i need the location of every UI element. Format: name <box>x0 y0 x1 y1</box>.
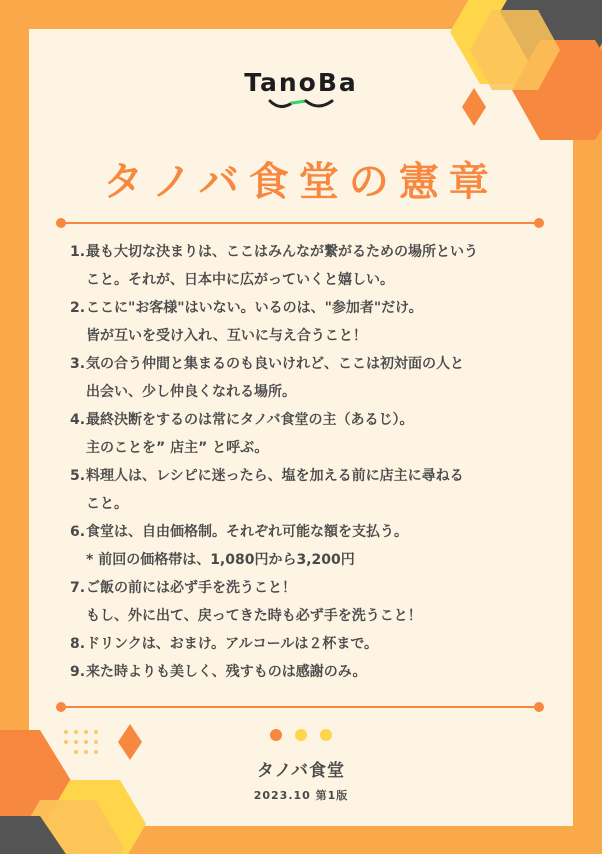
charter-rule <box>70 294 540 350</box>
rule-text-line: 最終決断をするのは常にタノバ食堂の主（あるじ）。 <box>86 412 414 428</box>
footer-version: 2023.10 第1版 <box>253 789 349 802</box>
charter-rule <box>70 350 540 406</box>
rule-text-line: こと。それが、日本中に広がっていくと嬉しい。 <box>86 272 394 288</box>
dot-yellow <box>295 729 307 741</box>
logo-text: TanoBa <box>244 68 358 97</box>
rule-number: 7. <box>70 580 86 596</box>
rule-number: 2. <box>70 300 86 316</box>
charter-rule <box>70 574 540 630</box>
rule-text-line: 料理人は、レシピに迷ったら、塩を加える前に店主に尋ねる <box>86 468 464 484</box>
charter-rule <box>70 658 540 686</box>
charter-rule <box>70 462 540 518</box>
rule-text-line: もし、外に出て、戻ってきた時も必ず手を洗うこと！ <box>86 608 422 624</box>
charter-rules-list <box>70 238 540 686</box>
charter-rule <box>70 630 540 658</box>
rule-text-line: 主のことを” 店主” と呼ぶ。 <box>86 440 269 456</box>
dot-orange <box>270 729 282 741</box>
rule-number: 5. <box>70 468 86 484</box>
rule-text-line: 最も大切な決まりは、ここはみんなが繋がるための場所という <box>86 244 478 260</box>
rule-number: 1. <box>70 244 86 260</box>
rule-text-line: * 前回の価格帯は、1,080円から3,200円 <box>86 552 355 568</box>
rule-number: 9. <box>70 664 86 680</box>
rule-text-line: 出会い、少し仲良くなれる場所。 <box>86 384 296 400</box>
rule-text-line: 食堂は、自由価格制。それぞれ可能な額を支払う。 <box>86 524 408 540</box>
rule-number: 8. <box>70 636 86 652</box>
divider-bottom <box>60 706 540 708</box>
rule-number: 3. <box>70 356 86 372</box>
charter-rule <box>70 518 540 574</box>
rule-text-line: こと。 <box>86 496 128 512</box>
rule-number: 4. <box>70 412 86 428</box>
footer-name: タノバ食堂 <box>256 761 346 781</box>
smile-wave-icon <box>266 97 336 111</box>
dot-yellow <box>320 729 332 741</box>
rule-text-line: ドリンクは、おまけ。アルコールは２杯まで。 <box>86 636 379 652</box>
rule-text-line: 来た時よりも美しく、残すものは感謝のみ。 <box>86 664 367 680</box>
page-title: タノバ食堂の憲章 <box>103 159 499 205</box>
tanoba-logo <box>0 68 602 111</box>
decorative-dots <box>0 726 602 745</box>
charter-rule <box>70 406 540 462</box>
rule-text-line: 気の合う仲間と集まるのも良いけれど、ここは初対面の人と <box>86 356 464 372</box>
rule-text-line: ご飯の前には必ず手を洗うこと！ <box>86 580 296 596</box>
divider-top <box>60 222 540 224</box>
rule-text-line: 皆が互いを受け入れ、互いに与え合うこと！ <box>86 328 367 344</box>
charter-rule <box>70 238 540 294</box>
rule-number: 6. <box>70 524 86 540</box>
rule-text-line: ここに"お客様"はいない。いるのは、"参加者"だけ。 <box>86 300 423 316</box>
